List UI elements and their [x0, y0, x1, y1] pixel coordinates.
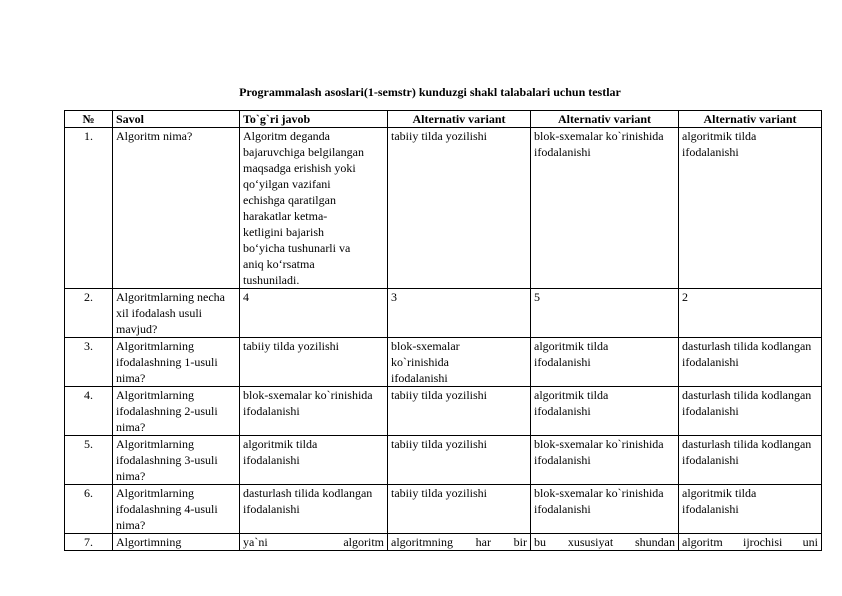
test-table [64, 110, 822, 551]
alternative-1-cell: 3 [388, 289, 531, 338]
alternative-1-cell: algoritmning har bir [388, 534, 531, 551]
alternative-3-cell: algoritmik tilda ifodalanishi [679, 128, 822, 289]
row-number: 6. [65, 485, 113, 534]
table-header-row [65, 111, 822, 128]
alternative-2-cell: 5 [531, 289, 679, 338]
alternative-3-cell: algoritmik tilda ifodalanishi [679, 485, 822, 534]
alternative-2-cell: blok-sxemalar ko`rinishida ifodalanishi [531, 436, 679, 485]
alternative-2-cell: bu xususiyat shundan [531, 534, 679, 551]
table-row [65, 338, 822, 387]
question-cell: Algoritmlarning ifodalashning 2-usuli nima? [113, 387, 240, 436]
alternative-1-cell: tabiiy tilda yozilishi [388, 436, 531, 485]
correct-answer-cell: ya`ni algoritm [240, 534, 388, 551]
column-header-alternative-2: Alternativ variant [531, 111, 679, 128]
column-header-number: № [65, 111, 113, 128]
alternative-2-cell: blok-sxemalar ko`rinishida ifodalanishi [531, 485, 679, 534]
table-row [65, 128, 822, 289]
row-number: 7. [65, 534, 113, 551]
row-number: 2. [65, 289, 113, 338]
column-header-question: Savol [113, 111, 240, 128]
correct-answer-cell: dasturlash tilida kodlangan ifodalanishi [240, 485, 388, 534]
question-cell: Algoritmlarning necha xil ifodalash usuli mavjud? [113, 289, 240, 338]
alternative-3-cell: 2 [679, 289, 822, 338]
column-header-alternative-3: Alternativ variant [679, 111, 822, 128]
alternative-3-cell: dasturlash tilida kodlangan ifodalanishi [679, 338, 822, 387]
alternative-3-cell: dasturlash tilida kodlangan ifodalanishi [679, 436, 822, 485]
table-row [65, 436, 822, 485]
question-cell: Algoritmlarning ifodalashning 1-usuli nima? [113, 338, 240, 387]
correct-answer-cell: tabiiy tilda yozilishi [240, 338, 388, 387]
table-row [65, 485, 822, 534]
correct-answer-cell: algoritmik tilda ifodalanishi [240, 436, 388, 485]
table-row [65, 534, 822, 551]
alternative-2-cell: algoritmik tilda ifodalanishi [531, 338, 679, 387]
column-header-correct-answer: To`g`ri javob [240, 111, 388, 128]
question-cell: Algoritm nima? [113, 128, 240, 289]
alternative-2-cell: blok-sxemalar ko`rinishida ifodalanishi [531, 128, 679, 289]
question-cell: Algortimning [113, 534, 240, 551]
column-header-alternative-1: Alternativ variant [388, 111, 531, 128]
row-number: 1. [65, 128, 113, 289]
correct-answer-cell: blok-sxemalar ko`rinishida ifodalanishi [240, 387, 388, 436]
question-cell: Algoritmlarning ifodalashning 3-usuli nima? [113, 436, 240, 485]
row-number: 3. [65, 338, 113, 387]
correct-answer-cell: Algoritm deganda bajaruvchiga belgilangan maqsadga erishish yoki qo‘yilgan vazifani echishga qaratilgan harakatlar ketma-ketligini bajarish bo‘yicha tushunarli va aniq ko‘rsatma tushuniladi. [240, 128, 388, 289]
page-title: Programmalash asoslari(1-semstr) kunduzgi shakl talabalari uchun testlar [239, 85, 621, 99]
row-number: 4. [65, 387, 113, 436]
alternative-2-cell: algoritmik tilda ifodalanishi [531, 387, 679, 436]
alternative-1-cell: tabiiy tilda yozilishi [388, 387, 531, 436]
question-cell: Algoritmlarning ifodalashning 4-usuli nima? [113, 485, 240, 534]
alternative-1-cell: blok-sxemalar ko`rinishida ifodalanishi [388, 338, 531, 387]
row-number: 5. [65, 436, 113, 485]
table-row [65, 387, 822, 436]
alternative-3-cell: dasturlash tilida kodlangan ifodalanishi [679, 387, 822, 436]
alternative-1-cell: tabiiy tilda yozilishi [388, 128, 531, 289]
correct-answer-cell: 4 [240, 289, 388, 338]
table-row [65, 289, 822, 338]
alternative-1-cell: tabiiy tilda yozilishi [388, 485, 531, 534]
alternative-3-cell: algoritm ijrochisi uni [679, 534, 822, 551]
